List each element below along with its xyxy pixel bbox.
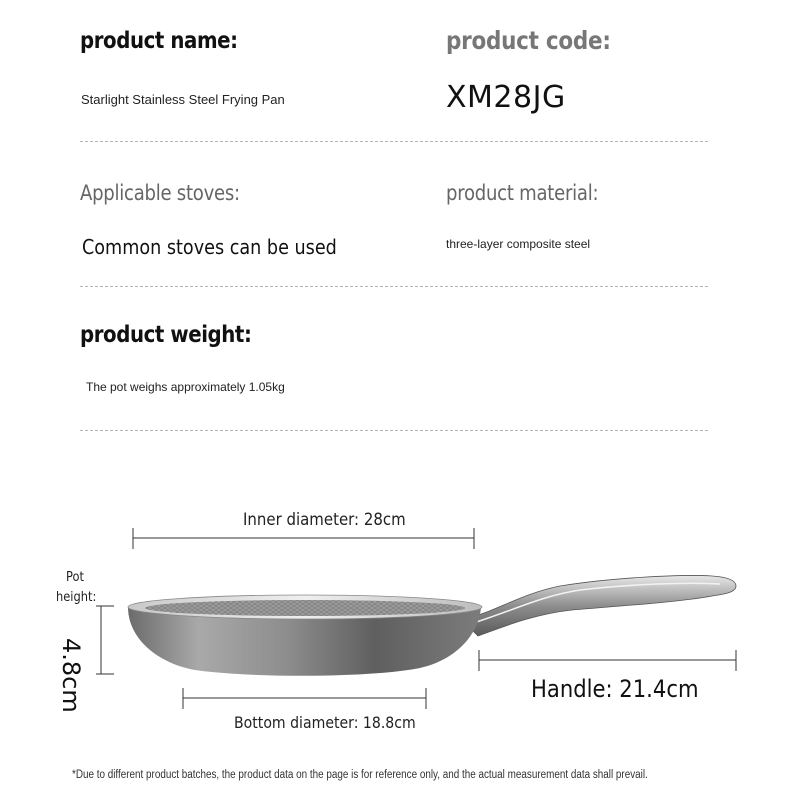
pot-height-label-line2: height: <box>56 590 97 605</box>
bottom-diameter-dimension <box>183 688 426 709</box>
bottom-diameter-label: Bottom diameter: 18.8cm <box>234 713 416 732</box>
inner-diameter-dimension <box>133 528 474 549</box>
handle-length-label: Handle: 21.4cm <box>531 675 699 703</box>
weight-value: The pot weighs approximately 1.05kg <box>86 380 285 394</box>
product-code-label: product code: <box>446 26 611 55</box>
stoves-label: Applicable stoves: <box>80 181 240 205</box>
stoves-value: Common stoves can be used <box>82 235 337 259</box>
inner-diameter-label: Inner diameter: 28cm <box>243 510 406 530</box>
product-name-value: Starlight Stainless Steel Frying Pan <box>81 92 285 107</box>
product-name-label: product name: <box>80 28 238 54</box>
pan-body <box>128 595 482 676</box>
weight-label: product weight: <box>80 322 252 348</box>
material-value: three-layer composite steel <box>446 237 591 251</box>
material-label: product material: <box>446 181 599 205</box>
pan-handle <box>462 575 736 636</box>
pot-height-value: 4.8cm <box>57 638 85 713</box>
pot-height-dimension <box>96 606 114 674</box>
handle-dimension <box>479 650 736 671</box>
product-code-value: XM28JG <box>446 80 566 115</box>
pot-height-label-line1: Pot <box>66 570 84 585</box>
disclaimer-text: *Due to different product batches, the product data on the page is for reference only, and the actual measurement data shall prevail. <box>72 769 648 781</box>
